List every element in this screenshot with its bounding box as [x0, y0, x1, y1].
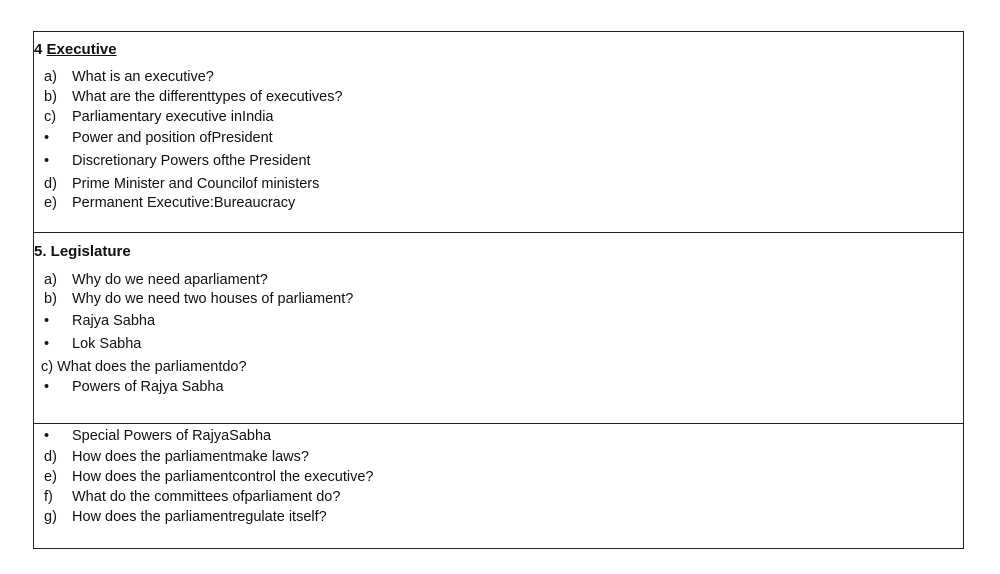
item-text: Power and position ofPresident: [72, 130, 273, 146]
item-marker: c): [41, 359, 54, 375]
list-item: [44, 509, 327, 525]
bullet-icon: •: [44, 379, 50, 395]
list-item: [44, 379, 224, 395]
list-item: [41, 359, 247, 375]
item-marker: d): [44, 449, 57, 465]
item-marker: b): [44, 291, 57, 307]
item-text: How does the parliamentcontrol the executive?: [72, 469, 374, 485]
bullet-icon: •: [44, 336, 50, 352]
item-text: Discretionary Powers ofthe President: [72, 153, 311, 169]
bullet-icon: •: [44, 428, 50, 444]
item-text: Why do we need two houses of parliament?: [72, 291, 354, 307]
item-text: Lok Sabha: [72, 336, 142, 352]
section-legislature-continued: [34, 424, 963, 548]
item-text: Permanent Executive:Bureaucracy: [72, 195, 296, 211]
syllabus-table: [33, 31, 964, 549]
item-text: Parliamentary executive inIndia: [72, 109, 274, 125]
list-item: [44, 336, 141, 352]
item-text: Prime Minister and Councilof ministers: [72, 176, 320, 192]
item-text: What is an executive?: [72, 69, 214, 85]
item-marker: b): [44, 89, 57, 105]
item-marker: g): [44, 509, 57, 525]
item-text: What are the differenttypes of executives?: [72, 89, 343, 105]
item-marker: a): [44, 272, 57, 288]
item-text: Powers of Rajya Sabha: [72, 379, 224, 395]
list-item: [44, 428, 271, 444]
item-text: Rajya Sabha: [72, 313, 156, 329]
item-text: How does the parliamentregulate itself?: [72, 509, 327, 525]
section-heading: [34, 243, 131, 260]
list-item: [44, 272, 268, 288]
list-item: [44, 130, 273, 146]
bullet-icon: •: [44, 153, 50, 169]
section-heading: [34, 41, 117, 58]
list-item: [44, 291, 353, 307]
list-item: [44, 89, 343, 105]
item-marker: a): [44, 69, 57, 85]
list-item: [44, 469, 373, 485]
item-text: Why do we need aparliament?: [72, 272, 268, 288]
section-title: 5. Legislature: [34, 243, 131, 260]
section-number: 4: [34, 41, 43, 58]
list-item: [44, 109, 274, 125]
item-text: Special Powers of RajyaSabha: [72, 428, 272, 444]
item-text: What does the parliamentdo?: [57, 359, 247, 375]
list-item: [44, 313, 155, 329]
item-marker: d): [44, 176, 57, 192]
bullet-icon: •: [44, 130, 50, 146]
list-item: [44, 153, 311, 169]
list-item: [44, 489, 340, 505]
item-marker: e): [44, 469, 57, 485]
section-legislature: [34, 233, 963, 424]
item-text: How does the parliamentmake laws?: [72, 449, 309, 465]
list-item: [44, 69, 214, 85]
item-marker: e): [44, 195, 57, 211]
section-executive: [34, 32, 963, 233]
item-marker: f): [44, 489, 53, 505]
list-item: [44, 176, 319, 192]
list-item: [44, 195, 295, 211]
section-title: Executive: [46, 41, 117, 58]
list-item: [44, 449, 309, 465]
item-marker: c): [44, 109, 57, 125]
item-text: What do the committees ofparliament do?: [72, 489, 341, 505]
bullet-icon: •: [44, 313, 50, 329]
